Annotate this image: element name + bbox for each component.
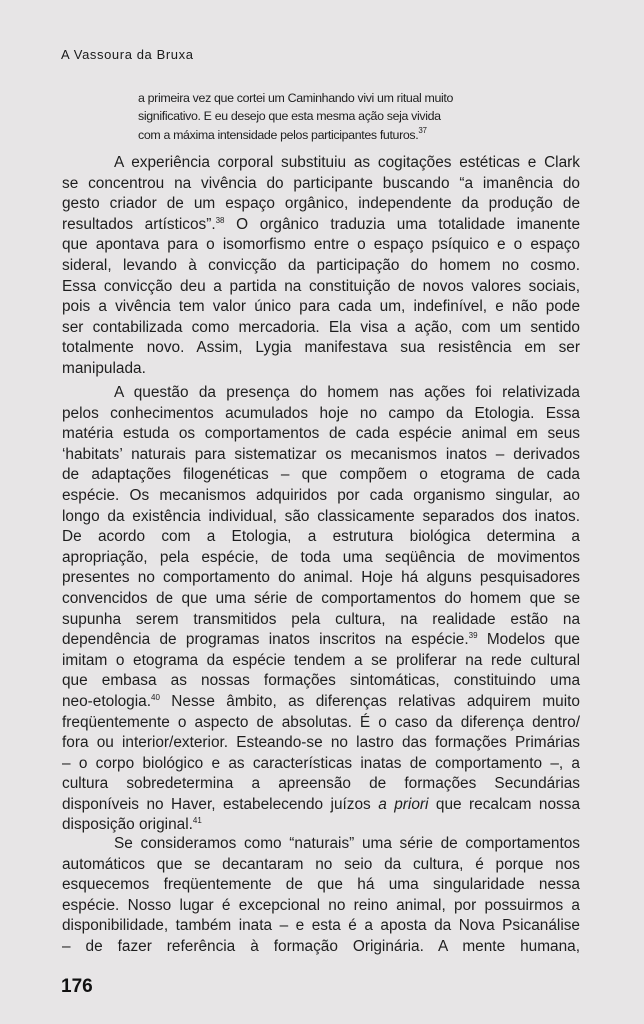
paragraph-1 bbox=[62, 153, 580, 380]
text-line: ser contabilizada como mercadoria. Ela visa a ação, com um sentido bbox=[62, 318, 580, 336]
quote-line bbox=[138, 126, 538, 144]
text-line bbox=[62, 815, 580, 836]
footnote-ref: 37 bbox=[418, 125, 427, 135]
text-line: que apontava para o isomorfismo entre o espaço psíquico e o espaço bbox=[62, 236, 580, 254]
footnote-ref: 38 bbox=[215, 215, 225, 225]
text-line: matéria estuda os comportamentos de cada espécie animal em seus bbox=[62, 425, 580, 443]
text-line: ‘habitats’ naturais para sistematizar os mecanismos inatos – derivados bbox=[62, 445, 580, 463]
text-line: – o corpo biológico e as características inatas de comportamento –, a bbox=[62, 754, 580, 772]
text-line: gesto criador de um espaço orgânico, independente da produção de bbox=[62, 195, 580, 213]
text-line: cultura sobredetermina a apreensão de formações Secundárias bbox=[62, 775, 580, 793]
text-line: imitam o etograma da espécie tendem a se proliferar na rede cultural bbox=[62, 651, 580, 669]
text-line: pois a vivência tem valor único para cada um, indefinível, e não pode bbox=[62, 298, 580, 316]
text-line: presentes no comportamento do animal. Hoje há alguns pesquisadores bbox=[62, 569, 580, 587]
page-number: 176 bbox=[61, 976, 93, 997]
text-line: que embasa as nossas formações sintomáticas, constituindo uma bbox=[62, 672, 580, 690]
quote-line: a primeira vez que cortei um Caminhando vivi um ritual muito bbox=[138, 91, 454, 105]
text-line: de adaptações filogenéticas – que compõem o etograma de cada bbox=[62, 466, 580, 484]
text-segment: dependência de programas inatos inscritos na espécie. bbox=[62, 631, 469, 649]
text-segment: disponíveis no Haver, estabelecendo juízos bbox=[62, 795, 379, 813]
footnote-ref: 39 bbox=[468, 631, 478, 641]
text-line: disponibilidade, também inata – e esta é a aposta da Nova Psicanálise bbox=[62, 917, 580, 935]
text-segment: O orgânico traduzia uma totalidade imanente bbox=[224, 215, 580, 233]
text-segment: Nesse âmbito, as diferenças relativas adquirem muito bbox=[159, 692, 580, 710]
text-segment: neo-etologia. bbox=[62, 692, 151, 710]
text-segment: Modelos que bbox=[477, 631, 580, 649]
text-line: Essa convicção deu a partida na constituição de novos valores sociais, bbox=[62, 277, 580, 295]
text-line: automáticos que se decantaram no seio da cultura, é porque nos bbox=[62, 855, 580, 873]
paragraph-2 bbox=[62, 383, 580, 836]
paragraph-3 bbox=[62, 834, 580, 958]
text-line bbox=[62, 215, 580, 236]
text-line bbox=[62, 630, 580, 651]
text-line: espécie. Os mecanismos adquiridos por cada organismo singular, ao bbox=[62, 486, 580, 504]
text-line: pelos conhecimentos acumulados hoje no campo da Etologia. Essa bbox=[62, 404, 580, 422]
running-header: A Vassoura da Bruxa bbox=[61, 47, 194, 62]
quote-line-text: com a máxima intensidade pelos participantes futuros. bbox=[138, 127, 419, 142]
text-line: Se consideramos como “naturais” uma série de comportamentos bbox=[114, 835, 580, 852]
text-line: supunha serem transmitidos pela cultura, na realidade estão na bbox=[62, 610, 580, 628]
text-segment: que recalcam nossa bbox=[428, 795, 581, 813]
text-segment: resultados artísticos”. bbox=[62, 215, 216, 233]
text-line: esquecemos freqüentemente de que há uma singularidade nessa bbox=[62, 876, 580, 894]
text-line: manipulada. bbox=[62, 359, 146, 377]
quote-line: significativo. E eu desejo que esta mesma ação seja vivida bbox=[138, 109, 441, 124]
block-quote bbox=[138, 89, 538, 144]
text-segment: disposição original. bbox=[62, 816, 193, 834]
text-line: longo da existência individual, são classicamente separados dos inatos. bbox=[62, 507, 580, 525]
text-line: convencidos de que uma série de comportamentos do homem que se bbox=[62, 589, 580, 607]
footnote-ref: 41 bbox=[192, 816, 202, 826]
footnote-ref: 40 bbox=[151, 692, 160, 702]
text-line: apropriação, pela espécie, de toda uma seqüência de movimentos bbox=[62, 548, 580, 566]
text-line bbox=[62, 795, 580, 816]
text-line: A questão da presença do homem nas ações foi relativizada bbox=[114, 384, 580, 401]
text-line: freqüentemente o aspecto de absolutas. É o caso da diferença dentro/ bbox=[62, 713, 580, 731]
text-line bbox=[62, 692, 580, 713]
text-line: espécie. Nosso lugar é excepcional no reino animal, por possuirmos a bbox=[62, 896, 580, 914]
text-line: sideral, levando à convicção da participação do homem no cosmo. bbox=[62, 256, 580, 274]
text-line: De acordo com a Etologia, a estrutura biológica determina a bbox=[62, 528, 580, 546]
italic-term: a priori bbox=[378, 795, 429, 813]
text-line: se concentrou na vivência do participante buscando “a imanência do bbox=[62, 174, 580, 192]
text-line: A experiência corporal substituiu as cogitações estéticas e Clark bbox=[114, 154, 580, 171]
text-line: – de fazer referência à formação Originária. A mente humana, bbox=[62, 937, 580, 955]
text-line: totalmente novo. Assim, Lygia manifestava sua resistência em ser bbox=[62, 339, 580, 357]
text-line: fora ou interior/exterior. Esteando-se no lastro das formações Primárias bbox=[62, 734, 580, 752]
